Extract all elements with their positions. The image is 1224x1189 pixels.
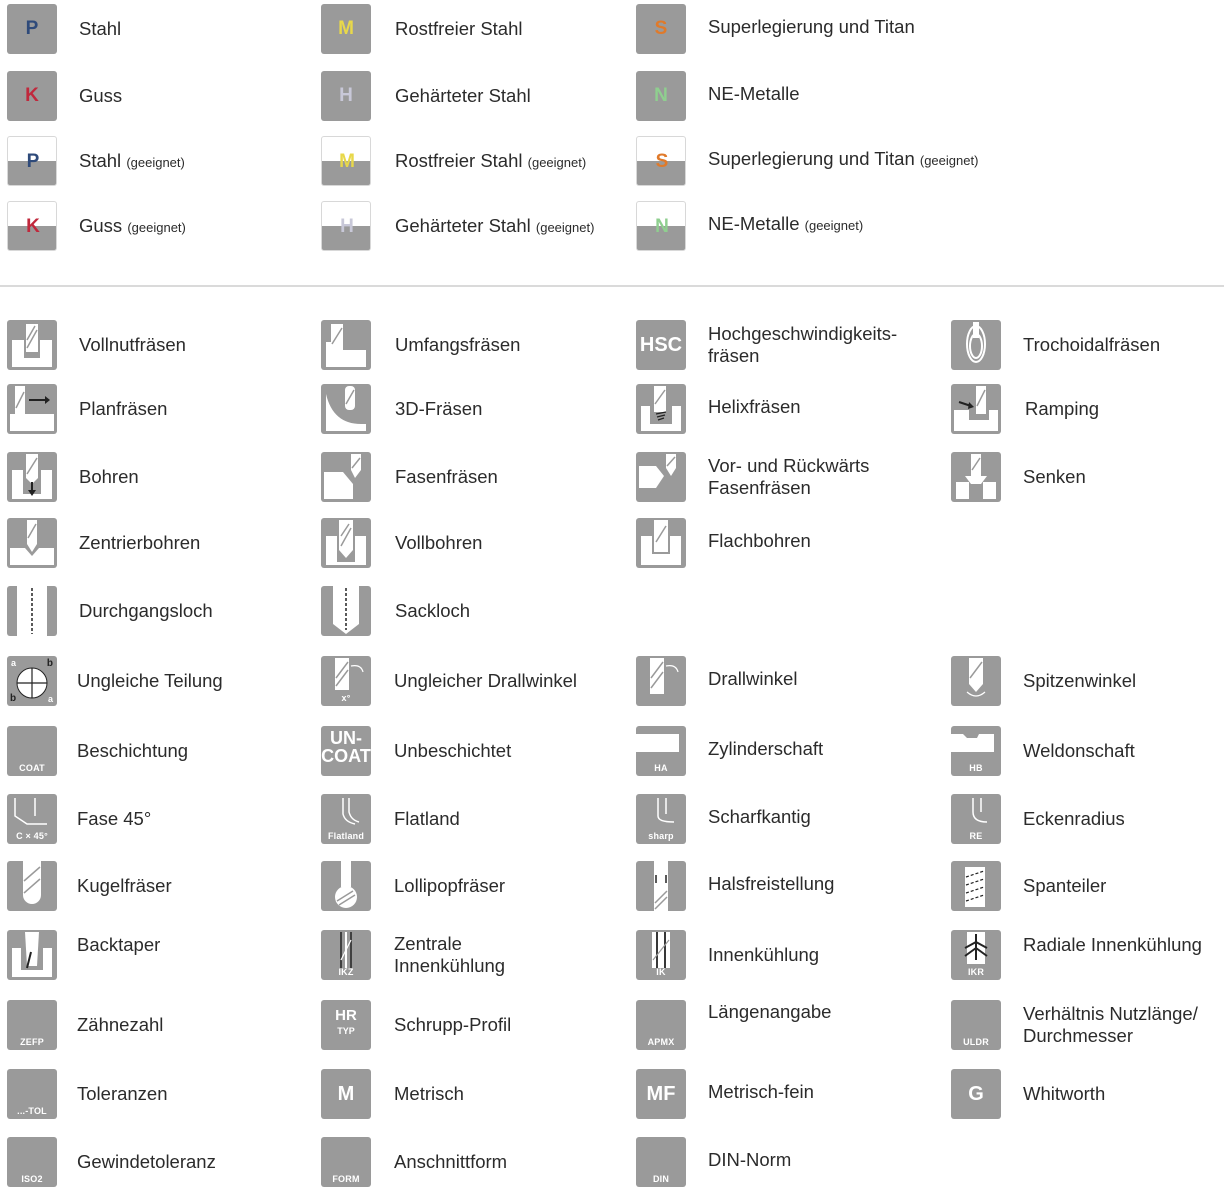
chamfer-45-icon: C × 45°: [7, 794, 57, 844]
through-hole-icon: [7, 586, 57, 636]
op-label: Fasenfräsen: [395, 465, 498, 487]
central-coolant-icon: IKZ: [321, 930, 371, 980]
feat-label: Zentrale Innenkühlung: [394, 932, 506, 976]
feat-label: DIN-Norm: [708, 1148, 792, 1170]
side-milling-icon: [321, 320, 371, 370]
length-diameter-ratio-icon: ULDR: [951, 1000, 1001, 1050]
op-label: Hochgeschwindigkeits- fräsen: [708, 322, 898, 366]
forward-backward-chamfer-icon: [636, 452, 686, 502]
material-label: Superlegierung und Titan: [708, 15, 915, 37]
feat-label: Zylinderschaft: [708, 737, 824, 759]
chip-breaker-icon: [951, 861, 1001, 911]
hsc-icon: HSC: [636, 320, 686, 370]
op-label: Ramping: [1025, 397, 1100, 419]
internal-coolant-icon: IK: [636, 930, 686, 980]
material-label: Guss (geeignet): [79, 214, 186, 236]
back-taper-icon: [7, 930, 57, 980]
feat-label: Eckenradius: [1023, 807, 1125, 829]
material-h-badge: H: [321, 71, 371, 121]
unequal-pitch-icon: a b b a: [7, 656, 57, 706]
material-h-suitable-badge: H: [321, 201, 371, 251]
feat-label: Backtaper: [77, 933, 161, 955]
feat-label: Kugelfräser: [77, 874, 172, 896]
unequal-helix-angle-icon: x°: [321, 656, 371, 706]
flat-drilling-icon: [636, 518, 686, 568]
uncoated-icon: UN- COAT: [321, 726, 371, 776]
metric-thread-icon: M: [321, 1069, 371, 1119]
op-label: Trochoidalfräsen: [1023, 333, 1161, 355]
op-label: Sackloch: [395, 599, 471, 621]
material-p-suitable-badge: P: [7, 136, 57, 186]
cylindrical-shank-icon: HA: [636, 726, 686, 776]
material-k-badge: K: [7, 71, 57, 121]
op-label: Planfräsen: [79, 397, 168, 419]
material-label: Rostfreier Stahl: [395, 17, 523, 39]
helix-milling-icon: [636, 384, 686, 434]
coating-icon: COAT: [7, 726, 57, 776]
drilling-icon: [7, 452, 57, 502]
face-milling-icon: [7, 384, 57, 434]
feat-label: Flatland: [394, 807, 460, 829]
feat-label: Ungleicher Drallwinkel: [394, 669, 578, 691]
solid-drilling-icon: [321, 518, 371, 568]
material-label: Gehärteter Stahl: [395, 84, 531, 106]
number-of-teeth-icon: ZEFP: [7, 1000, 57, 1050]
feat-label: Whitworth: [1023, 1082, 1106, 1104]
whitworth-thread-icon: G: [951, 1069, 1001, 1119]
blind-hole-icon: [321, 586, 371, 636]
material-label: NE-Metalle (geeignet): [708, 212, 864, 234]
din-standard-icon: DIN: [636, 1137, 686, 1187]
neck-relief-icon: [636, 861, 686, 911]
material-label: Superlegierung und Titan (geeignet): [708, 147, 979, 169]
feat-label: Innenkühlung: [708, 943, 820, 965]
op-label: Bohren: [79, 465, 139, 487]
thread-tolerance-icon: ISO2: [7, 1137, 57, 1187]
point-angle-icon: [951, 656, 1001, 706]
ball-nose-cutter-icon: [7, 861, 57, 911]
op-label: Vor- und Rückwärts Fasenfräsen: [708, 454, 870, 498]
tolerances-icon: ...-TOL: [7, 1069, 57, 1119]
length-specification-icon: APMX: [636, 1000, 686, 1050]
feat-label: Anschnittform: [394, 1150, 508, 1172]
material-m-suitable-badge: M: [321, 136, 371, 186]
op-label: Umfangsfräsen: [395, 333, 521, 355]
sharp-edge-icon: sharp: [636, 794, 686, 844]
op-label: Vollnutfräsen: [79, 333, 186, 355]
feat-label: Spitzenwinkel: [1023, 669, 1137, 691]
feat-label: Längenangabe: [708, 1000, 832, 1022]
op-label: Flachbohren: [708, 529, 811, 551]
material-label: NE-Metalle: [708, 82, 800, 104]
metric-fine-thread-icon: MF: [636, 1069, 686, 1119]
op-label: Durchgangsloch: [79, 599, 213, 621]
feat-label: Gewindetoleranz: [77, 1150, 216, 1172]
feat-label: Spanteiler: [1023, 874, 1107, 896]
ramping-icon: [951, 384, 1001, 434]
feat-label: Weldonschaft: [1023, 739, 1135, 761]
op-label: Vollbohren: [395, 531, 483, 553]
feat-label: Metrisch-fein: [708, 1080, 814, 1102]
material-k-suitable-badge: K: [7, 201, 57, 251]
op-label: Helixfräsen: [708, 395, 801, 417]
material-label: Guss: [79, 84, 123, 106]
chamfer-form-icon: FORM: [321, 1137, 371, 1187]
op-label: Zentrierbohren: [79, 531, 201, 553]
flatland-icon: Flatland: [321, 794, 371, 844]
feat-label: Schrupp-Profil: [394, 1013, 512, 1035]
material-label: Stahl (geeignet): [79, 149, 185, 171]
material-label: Stahl: [79, 17, 122, 39]
section-divider: [0, 285, 1224, 287]
feat-label: Ungleiche Teilung: [77, 669, 223, 691]
feat-label: Verhältnis Nutzlänge/ Durchmesser: [1023, 1002, 1198, 1046]
feat-label: Halsfreistellung: [708, 872, 835, 894]
material-s-badge: S: [636, 4, 686, 54]
material-m-badge: M: [321, 4, 371, 54]
countersinking-icon: [951, 452, 1001, 502]
corner-radius-icon: RE: [951, 794, 1001, 844]
chamfer-milling-icon: [321, 452, 371, 502]
center-drilling-icon: [7, 518, 57, 568]
lollipop-cutter-icon: [321, 861, 371, 911]
feat-label: Unbeschichtet: [394, 739, 512, 761]
trochoidal-milling-icon: [951, 320, 1001, 370]
material-label: Rostfreier Stahl (geeignet): [395, 149, 587, 171]
material-p-badge: P: [7, 4, 57, 54]
feat-label: Toleranzen: [77, 1082, 168, 1104]
helix-angle-icon: [636, 656, 686, 706]
feat-label: Radiale Innenkühlung: [1023, 933, 1202, 955]
feat-label: Metrisch: [394, 1082, 464, 1104]
feat-label: Zähnezahl: [77, 1013, 164, 1035]
3d-milling-icon: [321, 384, 371, 434]
op-label: Senken: [1023, 465, 1086, 487]
material-n-badge: N: [636, 71, 686, 121]
feat-label: Scharfkantig: [708, 805, 811, 827]
feat-label: Lollipopfräser: [394, 874, 506, 896]
material-label: Gehärteter Stahl (geeignet): [395, 214, 595, 236]
material-s-suitable-badge: S: [636, 136, 686, 186]
weldon-shank-icon: HB: [951, 726, 1001, 776]
feat-label: Drallwinkel: [708, 667, 798, 689]
roughing-profile-icon: HR TYP: [321, 1000, 371, 1050]
op-label: 3D-Fräsen: [395, 397, 483, 419]
slot-milling-icon: [7, 320, 57, 370]
feat-label: Fase 45°: [77, 807, 152, 829]
material-n-suitable-badge: N: [636, 201, 686, 251]
radial-coolant-icon: IKR: [951, 930, 1001, 980]
feat-label: Beschichtung: [77, 739, 189, 761]
